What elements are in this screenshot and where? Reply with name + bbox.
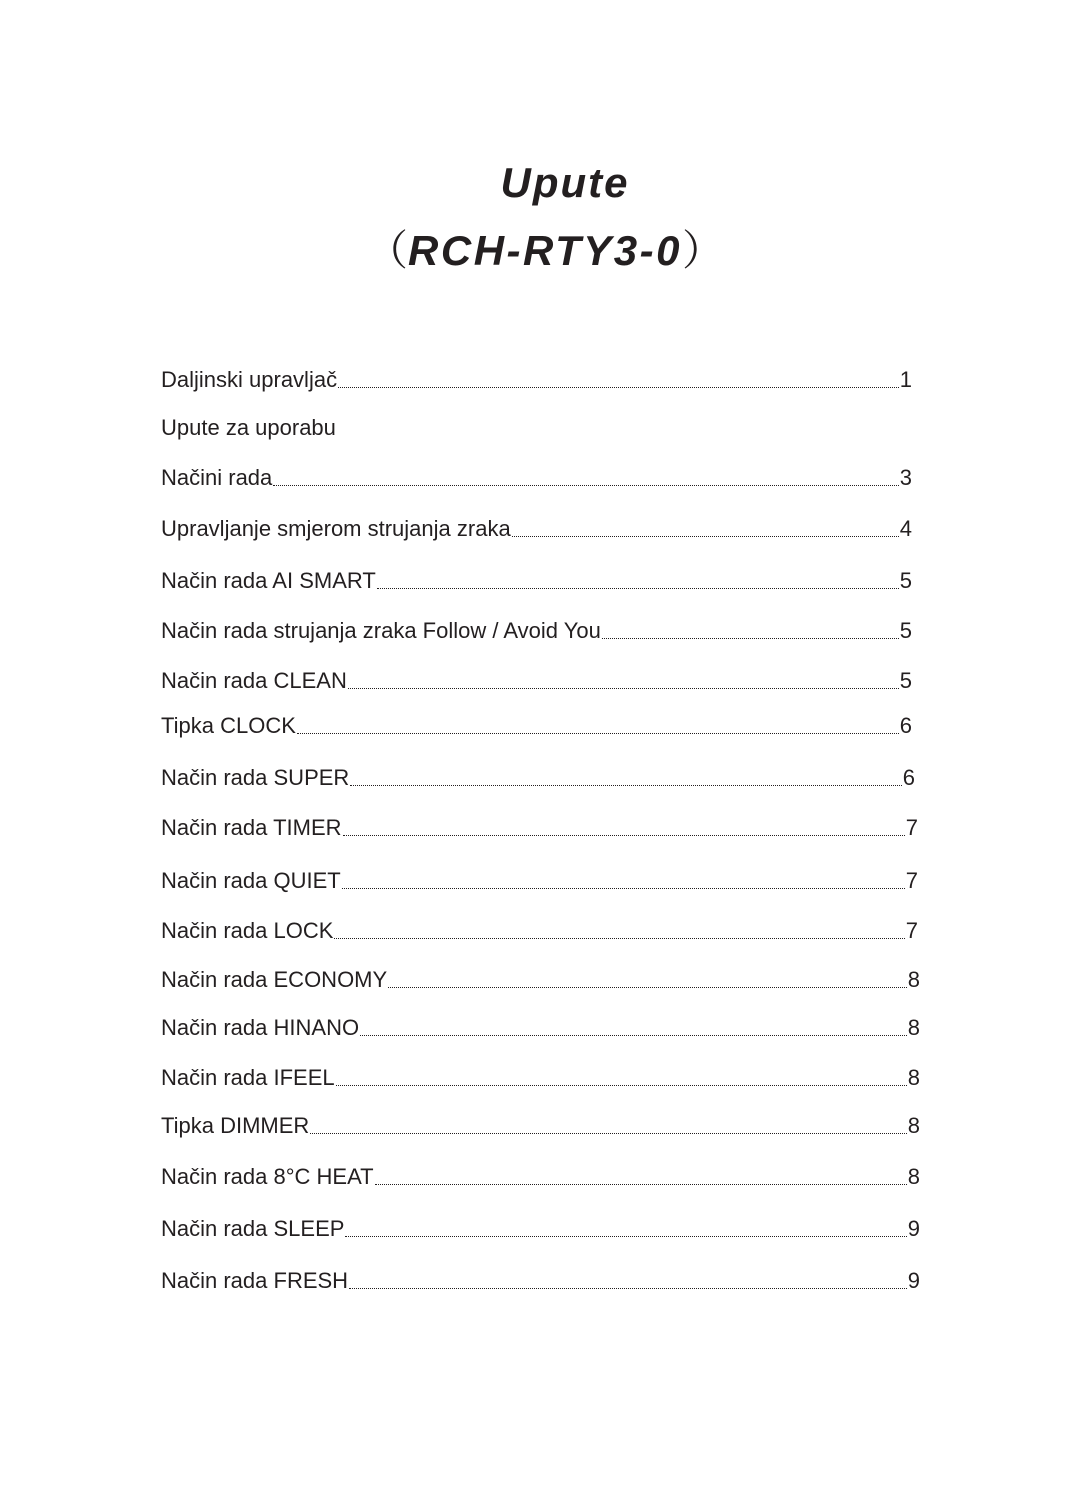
toc-entry-label: Način rada IFEEL (161, 1065, 335, 1090)
toc-dot-leader (388, 986, 907, 988)
toc-entry-label: Način rada LOCK (161, 918, 334, 943)
toc-dot-leader (349, 1287, 907, 1289)
toc-entry (161, 1267, 920, 1295)
toc-dot-leader (350, 784, 901, 786)
toc-dot-leader (377, 587, 899, 589)
toc-entry (161, 712, 912, 740)
toc-entry-page-number: 5 (899, 668, 912, 693)
toc-entry-page-number: 8 (907, 1015, 920, 1040)
toc-entry-page-number: 7 (905, 815, 918, 840)
toc-entry-page-number: 9 (907, 1216, 920, 1241)
toc-entry-label: Način rada 8°C HEAT (161, 1164, 374, 1189)
model-subtitle (0, 226, 1083, 276)
toc-entry-label: Tipka DIMMER (161, 1113, 310, 1138)
toc-entry-label: Način rada HINANO (161, 1015, 360, 1040)
toc-entry-page-number: 8 (907, 1113, 920, 1138)
toc-entry-page-number: 7 (905, 868, 918, 893)
toc-entry-page-number: 9 (907, 1268, 920, 1293)
toc-entry (161, 867, 918, 895)
toc-entry-label: Način rada TIMER (161, 815, 342, 840)
toc-entry-label: Način rada ECONOMY (161, 967, 388, 992)
toc-dot-leader (273, 484, 898, 486)
toc-entry (161, 917, 918, 945)
toc-entry-label: Načini rada (161, 465, 273, 490)
toc-entry-page-number: 5 (899, 568, 912, 593)
toc-dot-leader (345, 1235, 906, 1237)
toc-dot-leader (338, 386, 899, 388)
toc-dot-leader (375, 1183, 907, 1185)
toc-dot-leader (310, 1132, 906, 1134)
toc-dot-leader (343, 834, 905, 836)
toc-entry-page-number: 8 (907, 967, 920, 992)
toc-entry (161, 366, 912, 394)
toc-dot-leader (342, 887, 905, 889)
toc-entry (161, 1163, 920, 1191)
toc-entry-label: Tipka CLOCK (161, 713, 296, 738)
close-paren: ） (681, 227, 724, 274)
toc-entry-label: Način rada SLEEP (161, 1216, 345, 1241)
toc-entry-label: Daljinski upravljač (161, 367, 338, 392)
toc-entry-page-number: 5 (899, 618, 912, 643)
toc-entry-page-number: 3 (899, 465, 912, 490)
toc-entry (161, 966, 920, 994)
toc-entry-page-number: 4 (899, 516, 912, 541)
toc-entry (161, 567, 912, 595)
toc-entry-page-number: 8 (907, 1065, 920, 1090)
toc-dot-leader (602, 637, 899, 639)
toc-entry (161, 1064, 920, 1092)
toc-entry-page-number: 1 (899, 367, 912, 392)
toc-entry (161, 764, 915, 792)
toc-entry (161, 515, 912, 543)
toc-entry (161, 1014, 920, 1042)
toc-entry-label: Upravljanje smjerom strujanja zraka (161, 516, 511, 541)
toc-entry-page-number: 6 (899, 713, 912, 738)
toc-entry (161, 1215, 920, 1243)
toc-entry-label: Način rada CLEAN (161, 668, 347, 693)
toc-dot-leader (297, 732, 899, 734)
toc-dot-leader (336, 1084, 907, 1086)
toc-entry-page-number: 8 (907, 1164, 920, 1189)
toc-entry (161, 414, 336, 442)
toc-entry-label: Način rada AI SMART (161, 568, 376, 593)
toc-entry (161, 1112, 920, 1140)
toc-entry (161, 814, 918, 842)
toc-dot-leader (334, 937, 904, 939)
model-number: RCH-RTY3-0 (408, 227, 682, 274)
toc-dot-leader (360, 1034, 907, 1036)
toc-entry-page-number: 7 (905, 918, 918, 943)
toc-entry-label: Način rada strujanja zraka Follow / Avoid You (161, 618, 601, 643)
document-title: Upute (500, 159, 630, 206)
toc-entry-label: Način rada QUIET (161, 868, 341, 893)
toc-dot-leader (512, 535, 899, 537)
toc-entry-label: Upute za uporabu (161, 415, 336, 440)
open-paren: （ (366, 227, 409, 274)
toc-entry (161, 464, 912, 492)
toc-entry (161, 617, 912, 645)
toc-entry-label: Način rada FRESH (161, 1268, 349, 1293)
toc-entry (161, 667, 912, 695)
toc-entry-label: Način rada SUPER (161, 765, 350, 790)
toc-entry-page-number: 6 (902, 765, 915, 790)
toc-dot-leader (348, 687, 899, 689)
